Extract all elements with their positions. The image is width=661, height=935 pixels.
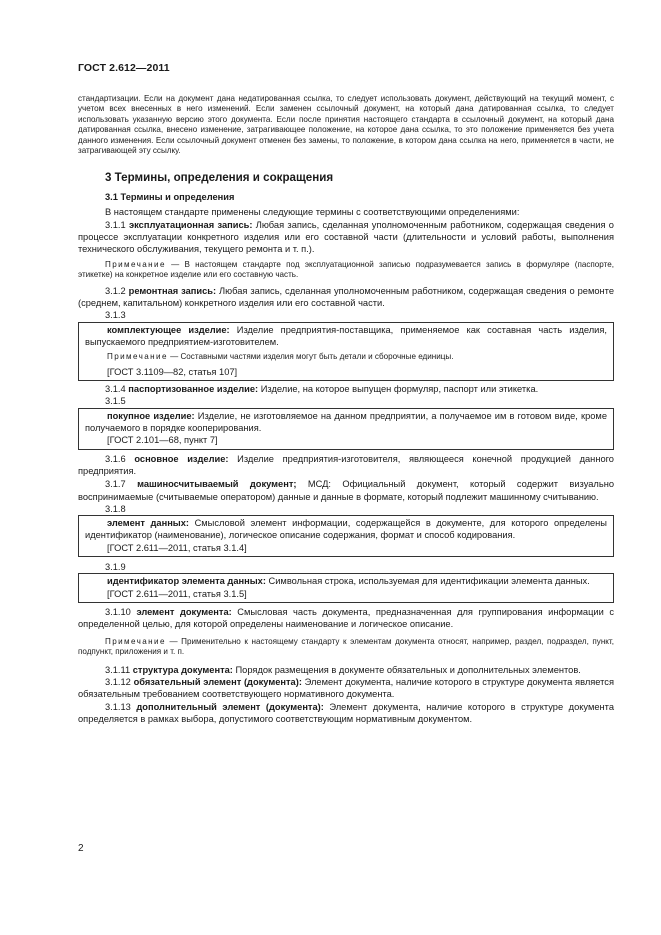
reference-3-1-9: [ГОСТ 2.611—2011, статья 3.1.5] bbox=[107, 588, 247, 599]
term-3-1-11 bbox=[78, 664, 614, 676]
term-name: покупное изделие: bbox=[107, 410, 195, 421]
boxed-term-3-1-9 bbox=[78, 573, 614, 603]
term-3-1-9 bbox=[85, 575, 607, 587]
term-definition: Элемент документа, наличие которого в структуре документа определяется в рамках выбора, допустимого соответствующим нормативным документом. bbox=[78, 701, 614, 724]
term-name: основное изделие: bbox=[134, 453, 229, 464]
term-definition: Смысловой элемент информации, содержащейся в документе, для которого определены идентификатор (наименование), логическое описание содержания, формат и способ кодирования. bbox=[85, 518, 607, 541]
term-number: 3.1.10 bbox=[105, 606, 131, 617]
note-label: Примечание bbox=[105, 259, 166, 269]
term-name: идентификатор элемента данных: bbox=[107, 576, 266, 587]
term-3-1-1 bbox=[78, 219, 614, 256]
section-lead: В настоящем стандарте применены следующие термины с соответствующими определениями: bbox=[105, 207, 520, 218]
term-number-3-1-3: 3.1.3 bbox=[105, 310, 126, 321]
term-name: комплектующее изделие: bbox=[107, 324, 230, 335]
term-number: 3.1.7 bbox=[105, 479, 126, 490]
section-title: 3 Термины, определения и сокращения bbox=[105, 171, 334, 185]
boxed-term-3-1-8 bbox=[78, 515, 614, 557]
term-number: 3.1.11 bbox=[105, 664, 131, 675]
term-definition: Порядок размещения в документе обязательных и дополнительных элементов. bbox=[232, 664, 581, 675]
document-header: ГОСТ 2.612—2011 bbox=[78, 62, 170, 74]
boxed-term-3-1-5 bbox=[78, 408, 614, 450]
term-definition: Элемент документа, наличие которого в структуре документа является обязательным требованием соответствующего нормативного документа. bbox=[78, 677, 614, 700]
term-number: 3.1.13 bbox=[105, 701, 131, 712]
note-3-1-3 bbox=[85, 352, 607, 363]
reference-3-1-8: [ГОСТ 2.611—2011, статья 3.1.4] bbox=[107, 542, 247, 553]
term-name: ремонтная запись: bbox=[128, 285, 217, 296]
term-number: 3.1.2 bbox=[105, 285, 126, 296]
term-definition: МСД: Официальный документ, который содержит визуально воспринимаемые (считываемые оператором) данные и данные в формате, который подлежит машинному считыванию. bbox=[78, 479, 614, 502]
term-name: структура документа: bbox=[132, 664, 233, 675]
term-definition: Символьная строка, используемая для идентификации элемента данных. bbox=[265, 576, 590, 587]
term-3-1-3 bbox=[85, 324, 607, 349]
term-number: 3.1.4 bbox=[105, 384, 126, 395]
term-name: обязательный элемент (документа): bbox=[133, 677, 302, 688]
term-definition: Смысловая часть документа, предназначенная для группирования информации с определенной целью, для которой определены наименование и логическое описание. bbox=[78, 606, 614, 630]
term-3-1-8 bbox=[85, 517, 607, 542]
term-3-1-4 bbox=[78, 383, 614, 395]
note-3-1-1 bbox=[78, 260, 614, 281]
term-number: 3.1.6 bbox=[105, 453, 126, 464]
term-3-1-5 bbox=[85, 410, 607, 435]
term-number: 3.1.12 bbox=[105, 677, 131, 688]
reference-3-1-5: [ГОСТ 2.101—68, пункт 7] bbox=[107, 435, 218, 446]
term-3-1-10 bbox=[78, 606, 614, 631]
term-definition: Изделие предприятия-изготовителя, являющееся конечной продукцией данного предприятия. bbox=[78, 453, 614, 476]
term-number: 3.1.1 bbox=[105, 219, 126, 230]
note-text: — Применительно к настоящему стандарту к элементам документа относят, например, раздел, подраздел, пункт, подпункт, приложения и т. п. bbox=[78, 636, 614, 657]
subsection-title: 3.1 Термины и определения bbox=[105, 192, 235, 203]
term-number-3-1-9: 3.1.9 bbox=[105, 562, 126, 573]
term-definition: Изделие, на которое выпущен формуляр, паспорт или этикетка. bbox=[258, 384, 539, 395]
note-label: Примечание bbox=[105, 636, 166, 646]
term-3-1-7 bbox=[78, 478, 614, 503]
term-name: машиносчитываемый документ; bbox=[137, 479, 297, 490]
note-text: — В настоящем стандарте под эксплуатационной записью подразумевается запись в формуляре (паспорте, этикетке) на конкретное изделие или его составную часть. bbox=[78, 259, 614, 280]
term-3-1-6 bbox=[78, 453, 614, 478]
term-definition: Любая запись, сделанная уполномоченным работником, содержащая сведения о процессе эксплуатации конкретного изделия или его составной части (длительности и условий работы, выполнения технического обслуживания, текущего ремонта и т. п.). bbox=[78, 219, 614, 255]
term-definition: Изделие предприятия-поставщика, применяемое как составная часть изделия, выпускаемого предприятием-изготовителем. bbox=[85, 324, 607, 347]
note-text: — Составными частями изделия могут быть детали и сборочные единицы. bbox=[167, 352, 454, 362]
term-name: дополнительный элемент (документа): bbox=[136, 701, 324, 712]
term-3-1-2 bbox=[78, 285, 614, 310]
note-label: Примечание bbox=[107, 352, 168, 362]
intro-paragraph: стандартизации. Если на документ дана недатированная ссылка, то следует использовать документ, действующий на текущий момент, с учетом всех внесенных в него изменений. Если заменен ссылочный документ, на который дана датированная ссылка, то следует использовать указанную версию этого документа. Если после принятия настоящего стандарта в ссылочный документ, на который дана датированная ссылка, внесено изменение, затрагивающее положение, на которое дана ссылка, то это положение применяется без учета данного изменения. Если ссылочный документ отменен без замены, то положение, в котором дана ссылка на него, применяется в части, не затрагивающей эту ссылку. bbox=[78, 94, 614, 156]
main-content bbox=[78, 94, 614, 725]
boxed-term-3-1-3 bbox=[78, 322, 614, 381]
term-name: эксплуатационная запись: bbox=[129, 219, 253, 230]
term-number-3-1-5: 3.1.5 bbox=[105, 396, 126, 407]
note-3-1-10 bbox=[78, 637, 614, 658]
term-3-1-13 bbox=[78, 701, 614, 726]
term-name: паспортизованное изделие: bbox=[128, 384, 259, 395]
term-definition: Любая запись, сделанная уполномоченным работником, содержащая сведения о ремонте (среднем, капитальном) конкретного изделия или его составной части. bbox=[78, 285, 614, 309]
reference-3-1-3: [ГОСТ 3.1109—82, статья 107] bbox=[107, 366, 238, 377]
term-name: элемент документа: bbox=[136, 606, 232, 617]
term-number-3-1-8: 3.1.8 bbox=[105, 503, 126, 514]
term-3-1-12 bbox=[78, 676, 614, 701]
term-definition: Изделие, не изготовляемое на данном предприятии, а получаемое им в готовом виде, кроме получаемого в порядке кооперирования. bbox=[85, 410, 607, 434]
term-name: элемент данных: bbox=[107, 518, 190, 529]
page-number: 2 bbox=[78, 843, 84, 854]
